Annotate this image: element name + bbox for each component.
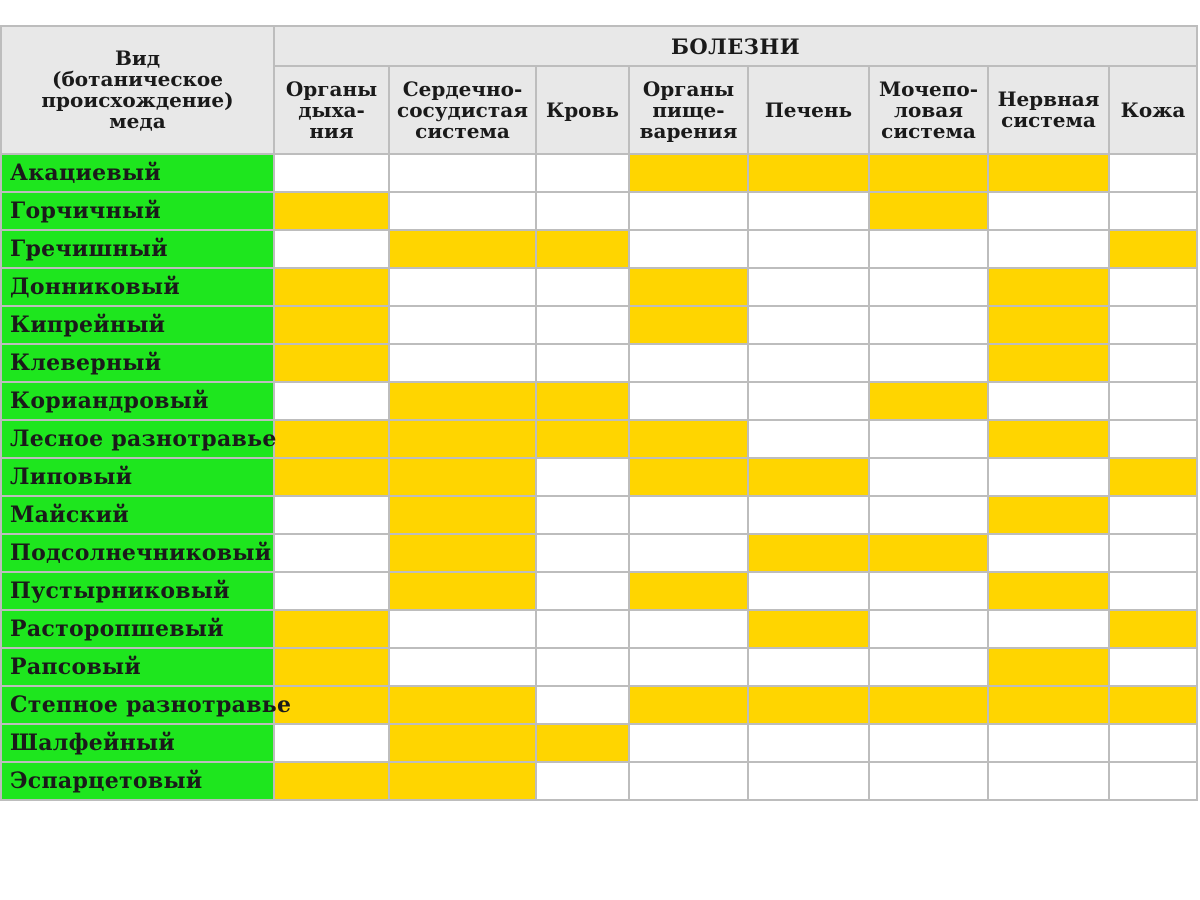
empty-cell — [629, 724, 748, 762]
marked-cell — [536, 230, 629, 268]
table-row — [1, 192, 1197, 230]
disease-column-header-text: Органы дыха- ния — [285, 76, 378, 143]
table-row — [1, 230, 1197, 268]
empty-cell — [389, 268, 536, 306]
diseases-group-header: БОЛЕЗНИ — [274, 26, 1197, 66]
marked-cell — [629, 420, 748, 458]
empty-cell — [536, 534, 629, 572]
marked-cell — [274, 458, 389, 496]
marked-cell — [274, 192, 389, 230]
marked-cell — [629, 306, 748, 344]
honey-diseases-table-container — [0, 25, 1196, 801]
table-row — [1, 610, 1197, 648]
empty-cell — [988, 192, 1109, 230]
empty-cell — [748, 192, 869, 230]
empty-cell — [869, 268, 988, 306]
marked-cell — [988, 344, 1109, 382]
disease-column-header — [988, 66, 1109, 154]
disease-column-header — [869, 66, 988, 154]
marked-cell — [536, 420, 629, 458]
table-row — [1, 686, 1197, 724]
empty-cell — [274, 154, 389, 192]
disease-column-header-text: Сердечно- сосудистая система — [397, 76, 528, 143]
empty-cell — [1109, 154, 1197, 192]
empty-cell — [748, 762, 869, 800]
empty-cell — [869, 230, 988, 268]
marked-cell — [389, 382, 536, 420]
empty-cell — [988, 724, 1109, 762]
empty-cell — [629, 762, 748, 800]
empty-cell — [748, 382, 869, 420]
empty-cell — [869, 344, 988, 382]
empty-cell — [536, 344, 629, 382]
marked-cell — [748, 458, 869, 496]
honey-kind-name: Эспарцетовый — [1, 762, 274, 800]
table-row — [1, 458, 1197, 496]
empty-cell — [536, 572, 629, 610]
empty-cell — [988, 382, 1109, 420]
empty-cell — [536, 610, 629, 648]
empty-cell — [629, 230, 748, 268]
marked-cell — [748, 686, 869, 724]
honey-diseases-table — [0, 25, 1198, 801]
marked-cell — [1109, 686, 1197, 724]
empty-cell — [988, 534, 1109, 572]
empty-cell — [536, 762, 629, 800]
disease-column-header — [748, 66, 869, 154]
empty-cell — [1109, 648, 1197, 686]
table-body — [1, 154, 1197, 800]
marked-cell — [988, 496, 1109, 534]
empty-cell — [1109, 496, 1197, 534]
empty-cell — [1109, 344, 1197, 382]
disease-column-header-text: Органы пище- варения — [639, 76, 738, 143]
empty-cell — [629, 496, 748, 534]
empty-cell — [1109, 306, 1197, 344]
marked-cell — [389, 686, 536, 724]
marked-cell — [389, 762, 536, 800]
honey-kind-name: Липовый — [1, 458, 274, 496]
honey-kind-header — [1, 26, 274, 154]
marked-cell — [274, 762, 389, 800]
empty-cell — [389, 344, 536, 382]
marked-cell — [389, 572, 536, 610]
honey-kind-name: Горчичный — [1, 192, 274, 230]
disease-column-header — [629, 66, 748, 154]
marked-cell — [389, 458, 536, 496]
empty-cell — [629, 648, 748, 686]
empty-cell — [1109, 268, 1197, 306]
marked-cell — [748, 534, 869, 572]
disease-column-header-text: Печень — [764, 97, 853, 122]
honey-kind-name: Кипрейный — [1, 306, 274, 344]
table-row — [1, 762, 1197, 800]
table-row — [1, 268, 1197, 306]
honey-kind-name: Лесное разнотравье — [1, 420, 274, 458]
disease-column-header — [274, 66, 389, 154]
marked-cell — [988, 154, 1109, 192]
marked-cell — [629, 268, 748, 306]
empty-cell — [389, 306, 536, 344]
disease-column-header — [536, 66, 629, 154]
marked-cell — [748, 154, 869, 192]
disease-column-header-text: Мочепо- ловая система — [878, 76, 979, 143]
empty-cell — [748, 496, 869, 534]
empty-cell — [988, 762, 1109, 800]
empty-cell — [536, 306, 629, 344]
empty-cell — [1109, 382, 1197, 420]
marked-cell — [988, 306, 1109, 344]
empty-cell — [748, 344, 869, 382]
table-header — [1, 26, 1197, 154]
marked-cell — [629, 572, 748, 610]
marked-cell — [389, 724, 536, 762]
empty-cell — [869, 648, 988, 686]
empty-cell — [748, 724, 869, 762]
table-row — [1, 648, 1197, 686]
disease-column-header-text: Кожа — [1120, 97, 1186, 122]
marked-cell — [869, 192, 988, 230]
empty-cell — [629, 610, 748, 648]
table-row — [1, 572, 1197, 610]
disease-column-header-text: Нервная система — [997, 87, 1100, 132]
marked-cell — [389, 496, 536, 534]
marked-cell — [1109, 230, 1197, 268]
marked-cell — [629, 458, 748, 496]
marked-cell — [274, 648, 389, 686]
empty-cell — [536, 496, 629, 534]
marked-cell — [988, 686, 1109, 724]
empty-cell — [629, 192, 748, 230]
marked-cell — [988, 268, 1109, 306]
honey-kind-name: Шалфейный — [1, 724, 274, 762]
marked-cell — [274, 344, 389, 382]
empty-cell — [629, 344, 748, 382]
table-row — [1, 420, 1197, 458]
table-row — [1, 534, 1197, 572]
honey-kind-header-text: Вид (ботаническое происхождение) меда — [41, 46, 234, 133]
marked-cell — [988, 420, 1109, 458]
marked-cell — [869, 534, 988, 572]
empty-cell — [274, 534, 389, 572]
empty-cell — [869, 724, 988, 762]
empty-cell — [748, 230, 869, 268]
marked-cell — [869, 154, 988, 192]
empty-cell — [748, 268, 869, 306]
empty-cell — [869, 572, 988, 610]
empty-cell — [536, 458, 629, 496]
table-row — [1, 496, 1197, 534]
empty-cell — [629, 382, 748, 420]
empty-cell — [869, 458, 988, 496]
empty-cell — [869, 762, 988, 800]
marked-cell — [389, 420, 536, 458]
empty-cell — [536, 648, 629, 686]
honey-kind-name: Степное разнотравье — [1, 686, 274, 724]
honey-kind-name: Донниковый — [1, 268, 274, 306]
empty-cell — [1109, 572, 1197, 610]
marked-cell — [274, 420, 389, 458]
empty-cell — [1109, 420, 1197, 458]
marked-cell — [629, 154, 748, 192]
empty-cell — [748, 572, 869, 610]
marked-cell — [274, 306, 389, 344]
empty-cell — [1109, 192, 1197, 230]
disease-column-header — [1109, 66, 1197, 154]
table-row — [1, 382, 1197, 420]
marked-cell — [988, 648, 1109, 686]
empty-cell — [389, 154, 536, 192]
marked-cell — [274, 686, 389, 724]
empty-cell — [869, 496, 988, 534]
table-row — [1, 724, 1197, 762]
disease-column-header-text: Кровь — [546, 97, 619, 122]
honey-kind-name: Клеверный — [1, 344, 274, 382]
honey-kind-name: Кориандровый — [1, 382, 274, 420]
disease-column-header — [389, 66, 536, 154]
table-row — [1, 154, 1197, 192]
empty-cell — [1109, 534, 1197, 572]
empty-cell — [869, 306, 988, 344]
honey-kind-name: Майский — [1, 496, 274, 534]
empty-cell — [536, 192, 629, 230]
empty-cell — [389, 192, 536, 230]
honey-kind-name: Рапсовый — [1, 648, 274, 686]
empty-cell — [748, 420, 869, 458]
honey-kind-name: Подсолнечниковый — [1, 534, 274, 572]
empty-cell — [988, 458, 1109, 496]
marked-cell — [629, 686, 748, 724]
marked-cell — [988, 572, 1109, 610]
honey-kind-name: Гречишный — [1, 230, 274, 268]
empty-cell — [869, 610, 988, 648]
marked-cell — [1109, 458, 1197, 496]
empty-cell — [274, 496, 389, 534]
empty-cell — [274, 724, 389, 762]
empty-cell — [748, 648, 869, 686]
empty-cell — [389, 610, 536, 648]
marked-cell — [536, 724, 629, 762]
table-row — [1, 344, 1197, 382]
marked-cell — [1109, 610, 1197, 648]
marked-cell — [536, 382, 629, 420]
empty-cell — [536, 686, 629, 724]
marked-cell — [748, 610, 869, 648]
empty-cell — [629, 534, 748, 572]
empty-cell — [1109, 762, 1197, 800]
empty-cell — [988, 230, 1109, 268]
marked-cell — [869, 686, 988, 724]
empty-cell — [536, 154, 629, 192]
marked-cell — [389, 534, 536, 572]
table-row — [1, 306, 1197, 344]
marked-cell — [274, 610, 389, 648]
honey-kind-name: Пустырниковый — [1, 572, 274, 610]
marked-cell — [274, 268, 389, 306]
empty-cell — [1109, 724, 1197, 762]
marked-cell — [869, 382, 988, 420]
empty-cell — [389, 648, 536, 686]
empty-cell — [274, 572, 389, 610]
honey-kind-name: Расторопшевый — [1, 610, 274, 648]
empty-cell — [869, 420, 988, 458]
empty-cell — [748, 306, 869, 344]
empty-cell — [274, 382, 389, 420]
empty-cell — [536, 268, 629, 306]
empty-cell — [988, 610, 1109, 648]
honey-kind-name: Акациевый — [1, 154, 274, 192]
empty-cell — [274, 230, 389, 268]
marked-cell — [389, 230, 536, 268]
